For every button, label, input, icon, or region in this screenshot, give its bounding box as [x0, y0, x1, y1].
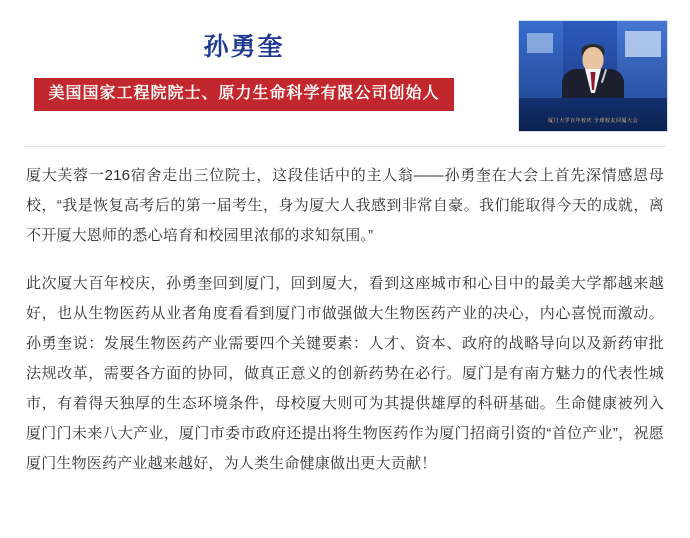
person-name: 孙勇奎 — [203, 33, 285, 61]
podium — [519, 98, 667, 131]
article-header — [0, 0, 690, 140]
backdrop-screen-left — [527, 33, 553, 53]
header-text-block — [24, 30, 464, 111]
podium-caption: 厦门大学百年校庆 全球校友回厦大会 — [548, 118, 638, 124]
paragraph: 此次厦大百年校庆，孙勇奎回到厦门，回到厦大，看到这座城市和心目中的最美大学都越来越好，也从生物医药从业者角度看看到厦门市做强做大生物医药产业的决心，内心喜悦而激动。孙勇奎说：发展生物医药产业需要四个关键要素：人才、资本、政府的战略导向以及新药审批法规改革，需要各方面的协同，做真正意义的创新药势在必行。厦门是有南方魅力的代表性城市，有着得天独厚的生态环境条件，母校厦大则可为其提供雄厚的科研基础。生命健康被列入厦门门未来八大产业，厦门市委市政府还提出将生物医药作为厦门招商引资的“首位产业”，祝愿厦门生物医药产业越来越好，为人类生命健康做出更大贡献！ — [26, 275, 664, 472]
speaker-photo-frame — [518, 20, 668, 132]
person-title-band: 美国国家工程院院士、原力生命科学有限公司创始人 — [34, 78, 453, 111]
paragraph: 厦大芙蓉一216宿舍走出三位院士，这段佳话中的主人翁——孙勇奎在大会上首先深情感恩母校，“我是恢复高考后的第一届考生，身为厦大人我感到非常自豪。我们能取得今天的成就，离不开厦大恩师的悉心培育和校园里浓郁的求知氛围。” — [26, 167, 664, 244]
speaker-photo — [519, 21, 667, 131]
article-body — [0, 147, 690, 479]
backdrop-screen-right — [625, 31, 661, 57]
